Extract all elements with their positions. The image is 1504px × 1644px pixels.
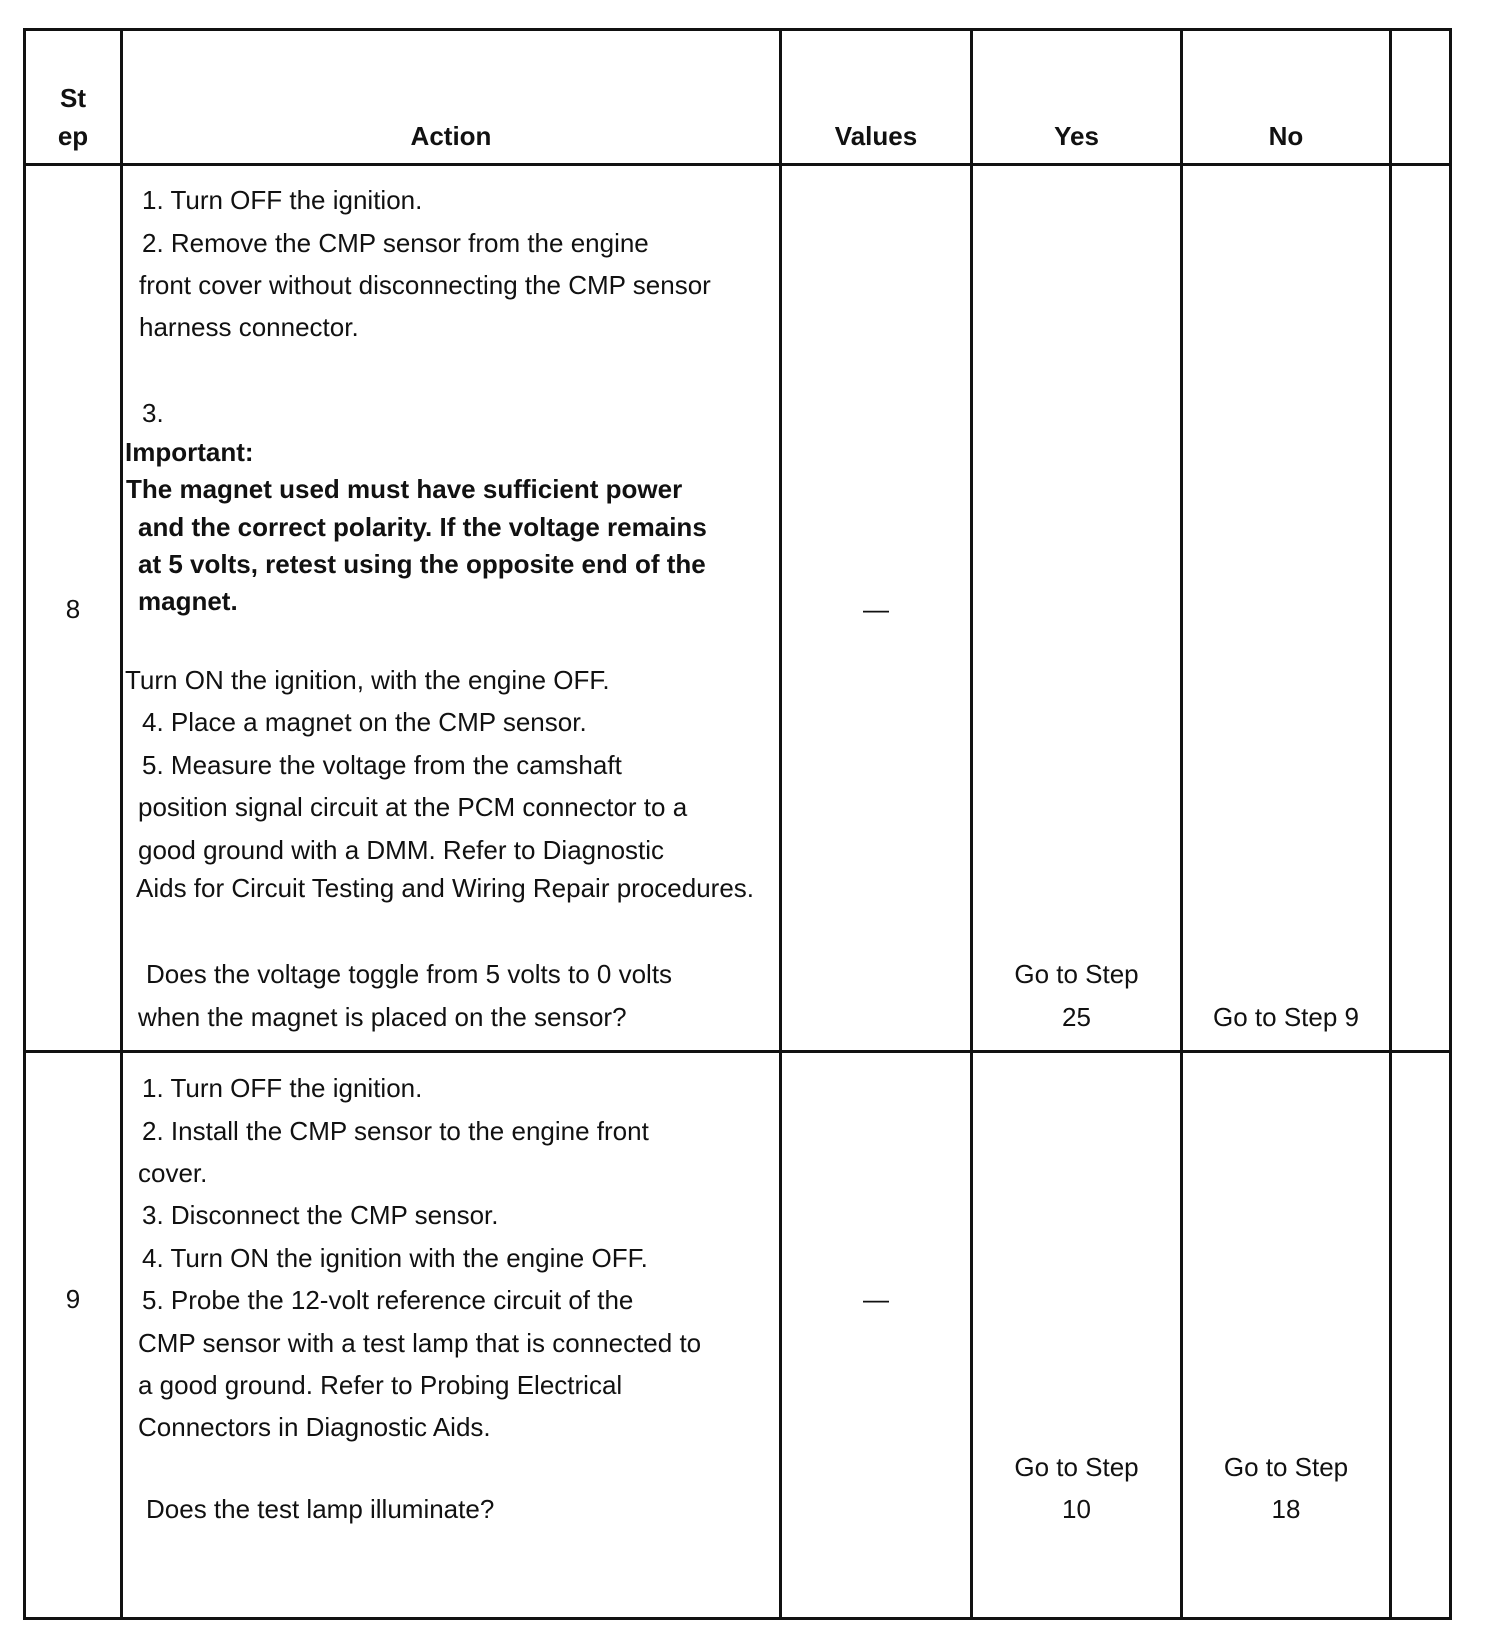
header-no: No	[1268, 121, 1304, 151]
header-divider	[26, 163, 1449, 166]
important-line2: and the correct polarity. If the voltage remains	[138, 512, 707, 542]
row-9-action-item3: 3. Disconnect the CMP sensor.	[142, 1200, 499, 1230]
row-9-action-item5-line4: Connectors in Diagnostic Aids.	[138, 1412, 491, 1442]
row-9-step: 9	[65, 1284, 81, 1314]
diagnostic-table	[23, 28, 1452, 1620]
important-line1: The magnet used must have sufficient power	[126, 474, 683, 504]
row-8-action-item5-line3: good ground with a DMM. Refer to Diagnostic	[138, 835, 665, 865]
row-8-yes-line2: 25	[1062, 1002, 1091, 1032]
important-line4: magnet.	[138, 586, 238, 616]
row-9-no-line1: Go to Step	[1223, 1452, 1349, 1482]
row-8-yes-line1: Go to Step	[1014, 959, 1139, 989]
row-8-action-turn-on: Turn ON the ignition, with the engine OFF.	[125, 665, 610, 695]
column-divider-action	[779, 31, 782, 1617]
column-divider-no	[1389, 31, 1392, 1617]
row-8-action-item5-line2: position signal circuit at the PCM connector to a	[138, 792, 688, 822]
row-9-yes-line2: 10	[1062, 1494, 1091, 1524]
row-8-action-item1: 1. Turn OFF the ignition.	[142, 185, 423, 215]
row-8-step: 8	[65, 594, 81, 624]
row-9-no-line2: 18	[1271, 1494, 1301, 1524]
header-action: Action	[410, 121, 492, 151]
header-yes: Yes	[1054, 121, 1099, 151]
row-8-question-line1: Does the voltage toggle from 5 volts to 0 volts	[146, 959, 673, 989]
row-8-no: Go to Step 9	[1213, 1002, 1359, 1032]
row-9-value: —	[863, 1284, 889, 1314]
row-8-question-line2: when the magnet is placed on the sensor?	[138, 1002, 627, 1032]
header-step-line2: ep	[57, 121, 89, 151]
row-8-value: —	[863, 594, 889, 624]
row-9-action-item5-line1: 5. Probe the 12-volt reference circuit of the	[142, 1285, 634, 1315]
row-9-action-item2-line1: 2. Install the CMP sensor to the engine front	[142, 1116, 649, 1146]
row-8-action-item2-line2: front cover without disconnecting the CMP sensor	[139, 270, 711, 300]
row-8-action-item4: 4. Place a magnet on the CMP sensor.	[142, 707, 587, 737]
row-9-action-item5-line3: a good ground. Refer to Probing Electrical	[138, 1370, 623, 1400]
row-divider	[26, 1050, 1449, 1053]
row-8-action-item5-line4: Aids for Circuit Testing and Wiring Repair procedures.	[136, 873, 755, 903]
header-step-line1: St	[60, 83, 86, 113]
column-divider-values	[970, 31, 973, 1617]
row-8-action-item2-line3: harness connector.	[139, 312, 359, 342]
row-9-question: Does the test lamp illuminate?	[146, 1494, 495, 1524]
header-values: Values	[834, 121, 918, 151]
row-8-action-item5-line1: 5. Measure the voltage from the camshaft	[142, 750, 622, 780]
row-9-action-item5-line2: CMP sensor with a test lamp that is connected to	[138, 1328, 702, 1358]
row-9-action-item4: 4. Turn ON the ignition with the engine OFF.	[142, 1243, 648, 1273]
important-label: Important:	[125, 437, 254, 467]
row-9-yes-line1: Go to Step	[1014, 1452, 1139, 1482]
row-8-action-item2-line1: 2. Remove the CMP sensor from the engine	[142, 228, 649, 258]
row-8-action-item3: 3.	[142, 398, 164, 428]
column-divider-yes	[1180, 31, 1183, 1617]
row-9-action-item2-line2: cover.	[138, 1158, 208, 1188]
important-line3: at 5 volts, retest using the opposite end of the	[138, 549, 706, 579]
row-9-action-item1: 1. Turn OFF the ignition.	[142, 1073, 423, 1103]
column-divider-step	[120, 31, 123, 1617]
